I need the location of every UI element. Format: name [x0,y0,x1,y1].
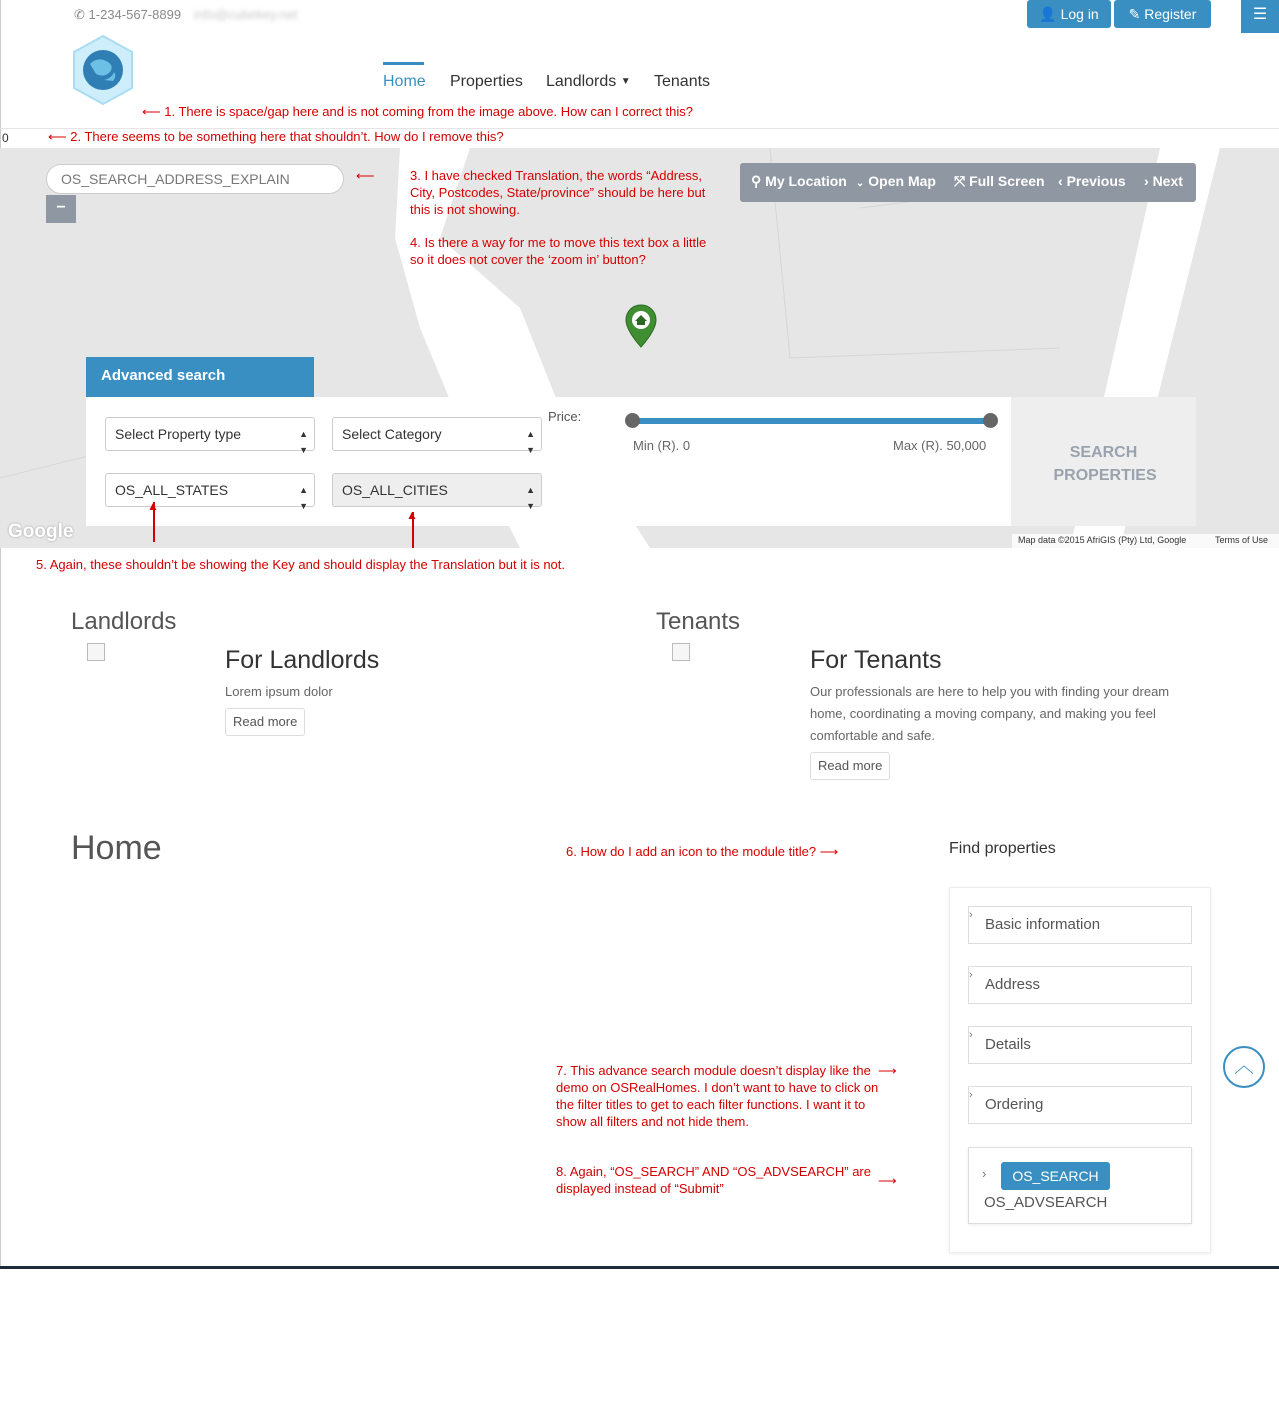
price-max-value: Max (R). 50,000 [893,438,987,453]
states-select[interactable]: OS_ALL_STATES ▲ ▼ [105,473,315,507]
annotation-4: 4. Is there a way for me to move this text box a little so it does not cover the ‘zoom in’ button? [410,235,707,267]
nav-home[interactable]: Home [383,73,426,90]
broken-image-icon [87,643,105,661]
annotation-7: 7. This advance search module doesn’t display like the demo on OSRealHomes. I don’t want to have to click on the filter titles to get to each filter functions. I want it to show all filters and not hide them. [556,1063,879,1129]
bottom-divider [0,1266,1279,1269]
nav-properties[interactable]: Properties [450,73,523,90]
search-properties-button[interactable]: SEARCH PROPERTIES [1011,397,1196,526]
price-label: Price: [548,409,582,424]
nav-tenants[interactable]: Tenants [654,73,711,90]
nav-landlords[interactable]: Landlords ▼ [546,73,631,90]
landlords-read-more[interactable]: Read more [225,708,305,736]
select-arrows-icon: ▲ ▼ [526,485,535,511]
chevron-right-icon: › [1144,173,1149,189]
chevron-right-icon: › [969,1029,973,1041]
select-arrows-icon: ▲ ▼ [299,429,308,455]
arrow-left-icon: ⟵ [48,129,67,144]
my-location-button[interactable]: ⚲ My Location [751,173,847,189]
email-address[interactable]: info@cubekey.net [194,7,298,22]
home-map-pin-icon[interactable] [624,303,658,349]
annotation-5: 5. Again, these shouldn’t be showing the Key and should display the Translation but it is not. [36,557,566,572]
tenants-text: Our professionals are here to help you with finding your dream home, coordinating a moving company, and making you feel comfortable and safe. [810,684,1170,743]
accordion-address[interactable]: › Address [968,966,1192,1004]
caret-down-icon: ▼ [620,76,631,87]
tenants-read-more[interactable]: Read more [810,752,890,780]
login-button[interactable]: 👤 Log in [1027,0,1111,28]
find-properties-title: Find properties [949,840,1056,857]
phone-icon: ✆ [74,7,85,22]
scroll-to-top-icon[interactable]: ︿ [1223,1046,1265,1088]
chevron-right-icon: › [969,969,973,981]
advanced-search-tab[interactable]: Advanced search [86,357,314,397]
chevron-right-icon: › [982,1166,987,1181]
register-button[interactable]: ✎ Register [1114,0,1211,28]
stray-text: 0 [2,131,9,145]
arrow-right-icon: ⟶ [878,1173,897,1188]
arrow-right-icon: ⟶ [819,844,839,859]
google-logo[interactable]: Google [8,521,74,542]
arrow-right-icon: ⟶ [878,1063,897,1078]
select-arrows-icon: ▲ ▼ [299,485,308,511]
for-tenants-title: For Tenants [810,646,942,674]
select-arrows-icon: ▲ ▼ [526,429,535,455]
annotation-2: ⟵ 2. There seems to be something here that shouldn’t. How do I remove this? [48,129,504,144]
zoom-out-button[interactable]: − [46,195,76,223]
map-marker-icon: ⚲ [751,173,762,189]
accordion-ordering[interactable]: › Ordering [968,1086,1192,1124]
for-landlords-title: For Landlords [225,646,380,674]
arrow-head-icon: ▲ [147,499,159,513]
page-title: Home [71,829,162,867]
next-button[interactable]: › Next [1144,173,1183,189]
chevron-down-icon: ⌄ [856,178,865,189]
accordion-basic-information[interactable]: › Basic information [968,906,1192,944]
user-icon: 👤 [1039,6,1057,22]
annotation-6: 6. How do I add an icon to the module title? ⟶ [566,844,839,859]
globe-logo[interactable] [70,34,136,106]
annotation-8: 8. Again, “OS_SEARCH” AND “OS_ADVSEARCH” are displayed instead of “Submit” [556,1164,871,1196]
previous-button[interactable]: ‹ Previous [1058,173,1126,189]
chevron-right-icon: › [969,1089,973,1101]
tenants-heading: Tenants [656,608,741,635]
arrow-head-icon: ▲ [406,508,418,522]
price-min-handle[interactable] [625,413,640,428]
os-advsearch-link[interactable]: OS_ADVSEARCH [984,1194,1108,1211]
os-search-button[interactable]: OS_SEARCH [1001,1162,1110,1190]
expand-icon: ⤧ [954,173,966,189]
property-type-select[interactable]: Select Property type ▲ ▼ [105,417,315,451]
annotation-3: ⟵ 3. I have checked Translation, the words “Address, City, Postcodes, State/province” should be here but this is not showing. [356,168,706,217]
full-screen-button[interactable]: ⤧ Full Screen [954,173,1045,189]
landlords-text: Lorem ipsum dolor [225,684,333,699]
open-map-button[interactable]: ⌄ Open Map [856,173,936,189]
pencil-icon: ✎ [1128,6,1141,22]
category-select[interactable]: Select Category ▲ ▼ [332,417,542,451]
active-nav-indicator [383,62,424,65]
broken-image-icon [672,643,690,661]
arrow-left-icon: ⟵ [142,104,161,119]
arrow-left-icon: ⟵ [356,168,375,183]
address-search-input[interactable]: OS_SEARCH_ADDRESS_EXPLAIN [46,164,344,194]
chevron-right-icon: › [969,909,973,921]
terms-link[interactable]: Terms of Use [1215,535,1269,545]
price-max-handle[interactable] [983,413,998,428]
phone-number: ✆ 1-234-567-8899 [74,7,182,22]
price-slider-track[interactable] [632,418,990,424]
chevron-left-icon: ‹ [1058,173,1063,189]
landlords-heading: Landlords [71,608,177,635]
annotation-1: ⟵ 1. There is space/gap here and is not coming from the image above. How can I correct this? [142,104,693,119]
map-attribution: Map data ©2015 AfriGIS (Pty) Ltd, Google [1018,535,1187,545]
price-min-value: Min (R). 0 [633,438,691,453]
cities-select[interactable]: OS_ALL_CITIES ▲ ▼ [332,473,542,507]
accordion-details[interactable]: › Details [968,1026,1192,1064]
hamburger-icon[interactable]: ☰ [1241,0,1279,33]
